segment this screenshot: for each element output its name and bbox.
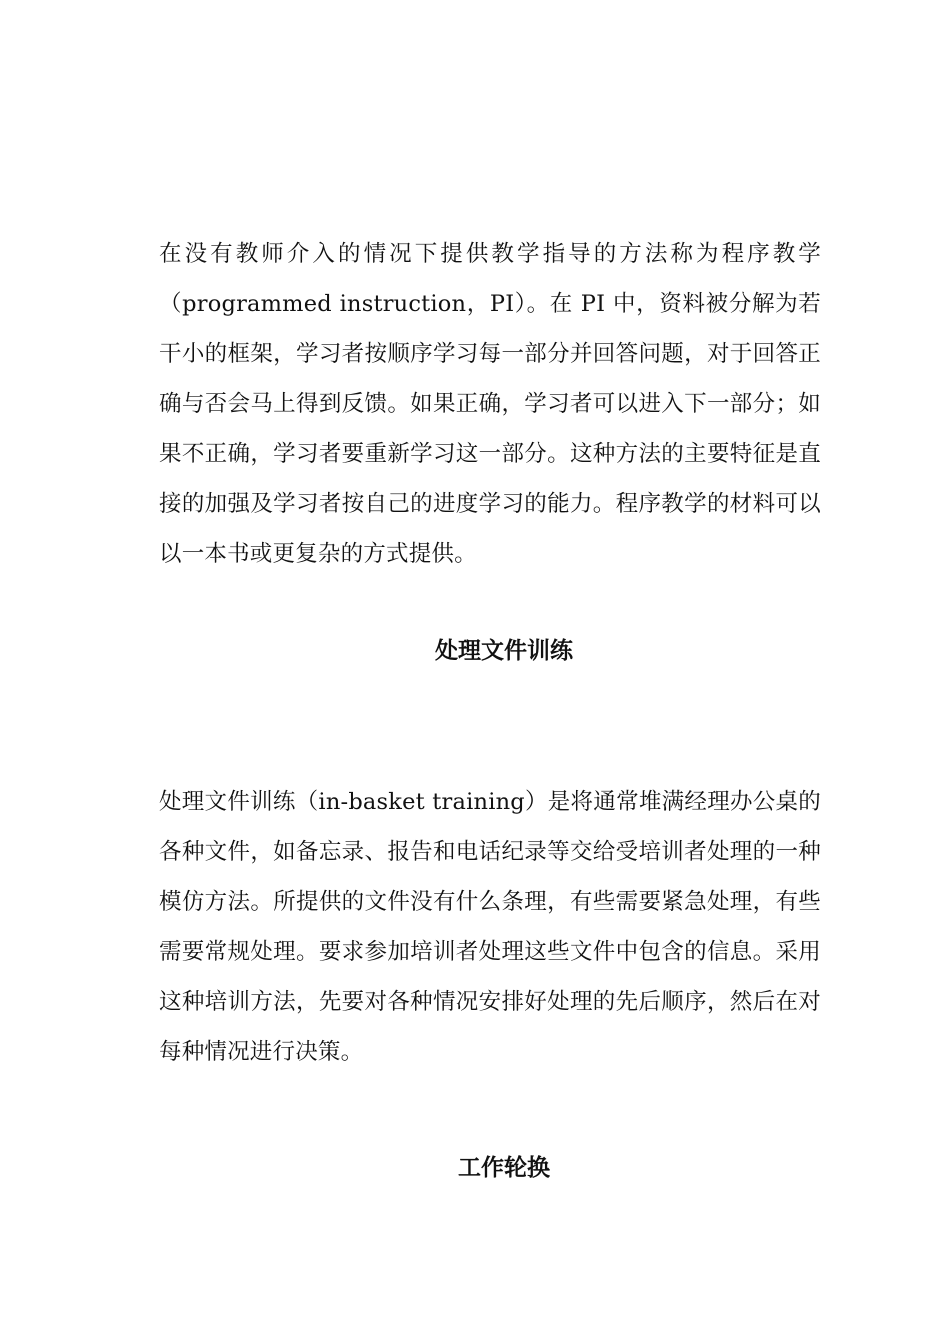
section-heading-job-rotation: 工作轮换 <box>458 1154 550 1181</box>
section-heading-in-basket-training: 处理文件训练 <box>435 637 573 664</box>
paragraph-programmed-instruction: 在没有教师介入的情况下提供教学指导的方法称为程序教学（programmed instruction，PI）。在 PI 中，资料被分解为若干小的框架，学习者按顺序学习每一部分并回答问题，对于回答正确与否会马上得到反馈。如果正确，学习者可以进入下一部分；如果不正确，学习者要重新学习这一部分。这种方法的主要特征是直接的加强及学习者按自己的进度学习的能力。程序教学的材料可以以一本书或更复杂的方式提供。 <box>159 241 821 567</box>
paragraph-in-basket-training: 处理文件训练（in-basket training）是将通常堆满经理办公桌的各种文件，如备忘录、报告和电话纪录等交给受培训者处理的一种模仿方法。所提供的文件没有什么条理，有些需要紧急处理，有些需要常规处理。要求参加培训者处理这些文件中包含的信息。采用这种培训方法，先要对各种情况安排好处理的先后顺序，然后在对每种情况进行决策。 <box>159 789 821 1065</box>
